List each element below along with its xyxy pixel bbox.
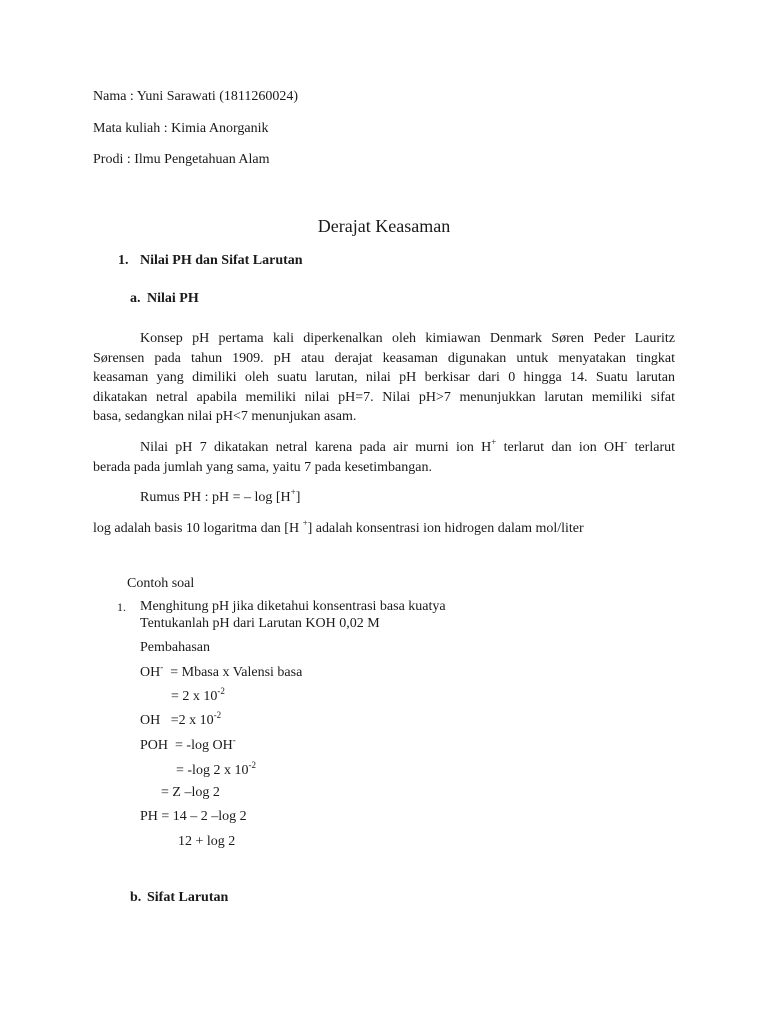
formula-explanation: log adalah basis 10 logaritma dan [H +] adalah konsentrasi ion hidrogen dalam mol/liter: [93, 518, 584, 536]
solution-step: = 2 x $10^{-2}$: [171, 686, 225, 704]
solution-step: OH =2 x $10^{-2}$: [140, 710, 222, 728]
example-number: 1.: [117, 600, 126, 614]
study-program: Prodi : Ilmu Pengetahuan Alam: [93, 152, 270, 167]
paragraph-line: keasaman yang dimiliki oleh suatu larutan, nilai pH berkisar dari 0 hingga 14. Suatu larutan: [93, 370, 675, 385]
section-number: 1.: [118, 253, 129, 268]
paragraph-line: dikatakan netral apabila memiliki nilai pH=7. Nilai pH>7 menunjukkan larutan memiliki sifat: [93, 390, 675, 405]
example-question: Tentukanlah pH dari Larutan KOH 0,02 M: [140, 616, 380, 631]
paragraph-line: Konsep pH pertama kali diperkenalkan oleh kimiawan Denmark Søren Peder Lauritz: [140, 331, 675, 346]
example-question: Menghitung pH jika diketahui konsentrasi basa kuatya: [140, 599, 446, 614]
subsection-heading: Sifat Larutan: [147, 890, 229, 905]
paragraph-line: basa, sedangkan nilai pH<7 menunjukan asam.: [93, 409, 357, 424]
solution-step: PH = 14 – 2 –log 2: [140, 809, 247, 824]
paragraph-line: Sørensen pada tahun 1909. pH atau derajat keasaman digunakan untuk menyatakan tingkat: [93, 351, 675, 366]
section-heading: Nilai PH dan Sifat Larutan: [140, 253, 303, 268]
solution-step: OH- = Mbasa x Valensi basa: [140, 662, 303, 680]
paragraph-line: berada pada jumlah yang sama, yaitu 7 pada kesetimbangan.: [93, 460, 432, 475]
solution-step: POH = -log OH-: [140, 735, 236, 753]
solution-step: 12 + log 2: [178, 834, 236, 849]
subsection-heading: Nilai PH: [147, 291, 199, 306]
paragraph-line: Nilai pH 7 dikatakan netral karena pada air murni ion H+ terlarut dan ion OH- terlarut: [140, 437, 675, 455]
subsection-letter: b.: [130, 890, 142, 905]
solution-label: Pembahasan: [140, 640, 210, 655]
subsection-letter: a.: [130, 291, 141, 306]
solution-step: = Z –log 2: [161, 785, 220, 800]
formula: Rumus PH : pH = – log [H+]: [140, 487, 301, 505]
student-name: Nama : Yuni Sarawati (1811260024): [93, 89, 299, 104]
course-name: Mata kuliah : Kimia Anorganik: [93, 121, 269, 136]
document-title: Derajat Keasaman: [317, 216, 451, 236]
example-label: Contoh soal: [127, 576, 195, 591]
solution-step: = -log 2 x $10^{-2}$: [176, 760, 256, 778]
